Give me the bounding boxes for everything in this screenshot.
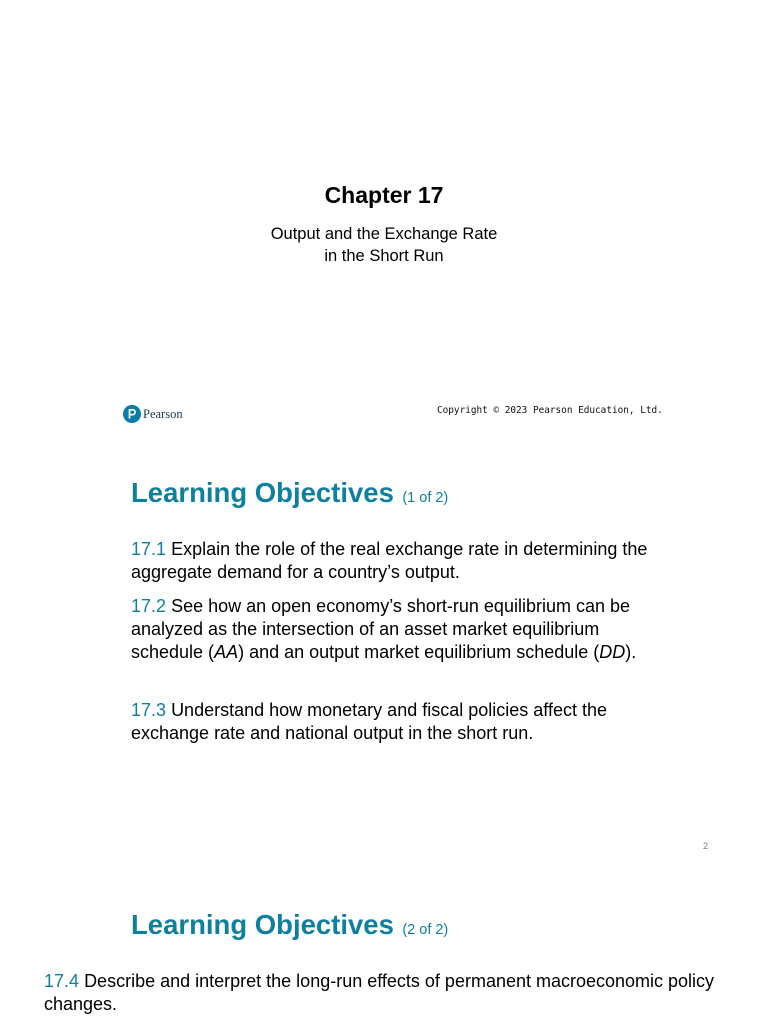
slide-heading — [131, 477, 448, 509]
heading-part-indicator: (2 of 2) — [402, 922, 449, 938]
pearson-p-icon — [123, 405, 141, 423]
subtitle-line-1: Output and the Exchange Rate — [270, 225, 498, 243]
slide-heading — [131, 909, 448, 941]
heading-text: Learning Objectives — [131, 477, 394, 508]
heading-text: Learning Objectives — [131, 909, 394, 940]
objective-text: ). — [625, 642, 637, 662]
objective-text: ) and an output market equilibrium schedule ( — [238, 642, 600, 662]
subtitle-line-2: in the Short Run — [324, 247, 444, 265]
objective-number: 17.3 — [131, 700, 167, 720]
objective-text: Understand how monetary and fiscal policies affect the exchange rate and national output in the short run. — [131, 700, 607, 743]
chapter-title: Chapter 17 — [324, 182, 444, 208]
objective-text: Explain the role of the real exchange rate in determining the aggregate demand for a country’s output. — [131, 539, 648, 582]
pearson-logo — [123, 405, 183, 423]
heading-part-indicator: (1 of 2) — [402, 490, 449, 506]
objective-number: 17.4 — [44, 971, 80, 991]
chapter-subtitle — [0, 223, 768, 267]
objective-text: See how an open economy’s short-run equilibrium can be analyzed as the intersection of an asset market equilibrium schedule ( — [131, 596, 631, 662]
copyright-notice: Copyright © 2023 Pearson Education, Ltd. — [437, 405, 663, 416]
objective-italic-term: DD — [599, 642, 626, 662]
learning-objectives-slide-1 — [0, 432, 768, 864]
title-slide — [0, 0, 768, 432]
objective-item — [44, 970, 724, 1016]
learning-objectives-slide-2 — [0, 864, 768, 1024]
pearson-logo-text: Pearson — [143, 406, 183, 421]
objective-text: Describe and interpret the long-run effects of permanent macroeconomic policy changes. — [44, 971, 715, 1014]
objective-item — [131, 699, 651, 745]
page-number: 2 — [703, 841, 709, 851]
objective-item — [131, 595, 651, 664]
objective-number: 17.1 — [131, 539, 167, 559]
objective-item — [131, 538, 651, 584]
objective-number: 17.2 — [131, 596, 167, 616]
objective-italic-term: AA — [214, 642, 239, 662]
